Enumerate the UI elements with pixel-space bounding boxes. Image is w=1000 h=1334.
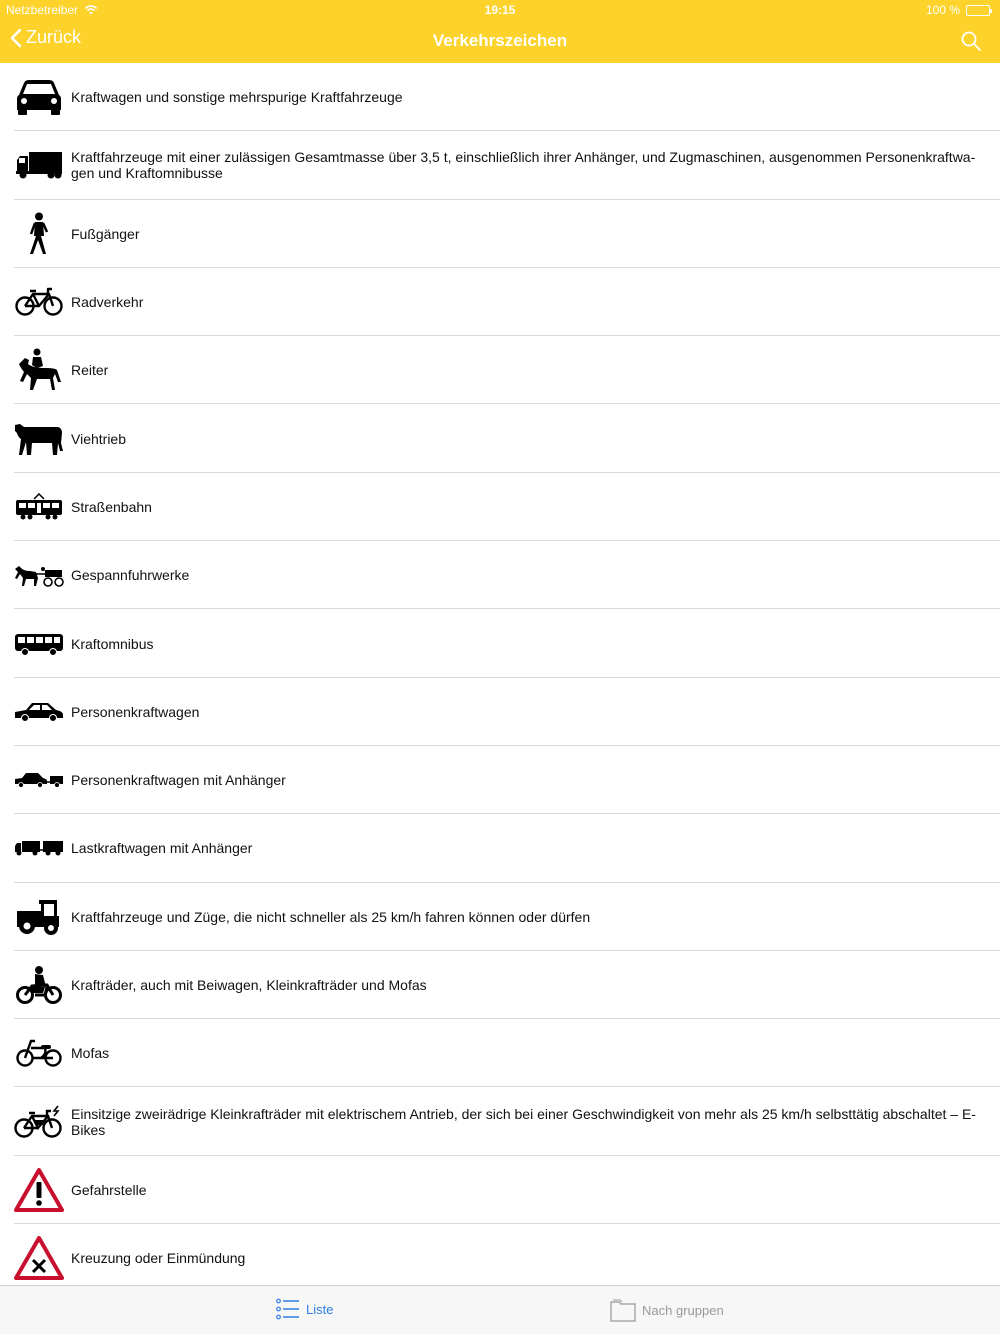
item-label: Fußgänger xyxy=(71,225,140,242)
warning-triangle-icon xyxy=(14,1168,64,1212)
tab-label: Liste xyxy=(306,1301,334,1317)
item-label: Personenkraftwagen mit Anhänger xyxy=(71,772,286,789)
car-trailer-icon xyxy=(14,758,64,802)
item-label: Kraftomnibus xyxy=(71,635,154,652)
bus-icon xyxy=(14,622,64,666)
item-label: Straßenbahn xyxy=(71,498,152,515)
list-item[interactable] xyxy=(0,1224,1000,1285)
list-item[interactable] xyxy=(0,63,1000,131)
list-item[interactable] xyxy=(0,609,1000,677)
tab-groups[interactable] xyxy=(610,1298,724,1322)
list-item[interactable] xyxy=(0,1019,1000,1087)
item-label: Mofas xyxy=(71,1045,110,1062)
horse-rider-icon xyxy=(14,348,64,392)
list-item[interactable] xyxy=(0,541,1000,609)
item-label: Kraftfahrzeuge mit einer zulässigen Gesamtmasse über 3,5 t, einschließlich ihrer Anhänger, und Zugmaschinen, ausgenommen Personenkraftwa-gen und Kraftomnibusse xyxy=(71,149,976,182)
item-label: Viehtrieb xyxy=(71,430,127,447)
top-bar xyxy=(0,0,1000,63)
list-item[interactable] xyxy=(0,473,1000,541)
list-item[interactable] xyxy=(0,951,1000,1019)
tractor-icon xyxy=(14,895,64,939)
tram-icon xyxy=(14,485,64,529)
list-item[interactable] xyxy=(0,746,1000,814)
item-label: Reiter xyxy=(71,362,109,379)
list-item[interactable] xyxy=(0,404,1000,472)
list-item[interactable] xyxy=(0,268,1000,336)
list-item[interactable] xyxy=(0,883,1000,951)
item-label: Personenkraftwagen xyxy=(71,703,200,720)
e-bike-icon xyxy=(14,1100,64,1144)
motorcycle-icon xyxy=(14,963,64,1007)
list-item[interactable] xyxy=(0,1156,1000,1224)
item-label: Einsitzige zweirädrige Kleinkrafträder mit elektrischem Antrieb, der sich bei einer Geschwindigkeit von mehr als 25 km/h selbsttätig abschaltet – E-Bikes xyxy=(71,1105,976,1138)
item-label: Lastkraftwagen mit Anhänger xyxy=(71,840,253,857)
truck-icon xyxy=(14,143,64,187)
list-item[interactable] xyxy=(0,678,1000,746)
bicycle-icon xyxy=(14,280,64,324)
carrier-label: Netzbetreiber xyxy=(6,3,79,17)
tab-bar xyxy=(0,1285,1000,1334)
passenger-car-icon xyxy=(14,690,64,734)
cow-icon xyxy=(14,417,64,461)
sign-list xyxy=(0,63,1000,1285)
list-item[interactable] xyxy=(0,814,1000,882)
crossroads-triangle-icon xyxy=(14,1236,64,1280)
search-icon[interactable] xyxy=(960,30,982,52)
tab-label: Nach gruppen xyxy=(642,1302,724,1318)
item-label: Gefahrstelle xyxy=(71,1181,147,1198)
battery-label: 100 % xyxy=(925,3,960,17)
item-label: Krafträder, auch mit Beiwagen, Kleinkrafträder und Mofas xyxy=(71,977,427,993)
page-title: Verkehrszeichen xyxy=(432,31,568,50)
navigation-bar xyxy=(0,20,1000,63)
horse-carriage-icon xyxy=(14,553,64,597)
list-item[interactable] xyxy=(0,1087,1000,1155)
item-label: Kraftwagen und sonstige mehrspurige Kraftfahrzeuge xyxy=(71,89,403,106)
back-label: Zurück xyxy=(26,27,82,47)
item-label: Kraftfahrzeuge und Züge, die nicht schneller als 25 km/h fahren können oder dürfen xyxy=(71,908,591,925)
status-bar xyxy=(0,0,1000,20)
car-icon xyxy=(14,75,64,119)
folder-icon xyxy=(610,1298,636,1322)
truck-trailer-icon xyxy=(14,826,64,870)
item-label: Kreuzung oder Einmündung xyxy=(71,1250,246,1267)
item-label: Gespannfuhrwerke xyxy=(71,567,190,584)
status-time: 19:15 xyxy=(484,3,516,17)
list-item[interactable] xyxy=(0,131,1000,199)
item-label: Radverkehr xyxy=(71,294,144,311)
pedestrian-icon xyxy=(14,212,64,256)
moped-icon xyxy=(14,1031,64,1075)
battery-icon xyxy=(966,5,990,16)
list-icon xyxy=(276,1298,300,1320)
tab-list[interactable] xyxy=(276,1298,333,1320)
list-item[interactable] xyxy=(0,200,1000,268)
list-item[interactable] xyxy=(0,336,1000,404)
